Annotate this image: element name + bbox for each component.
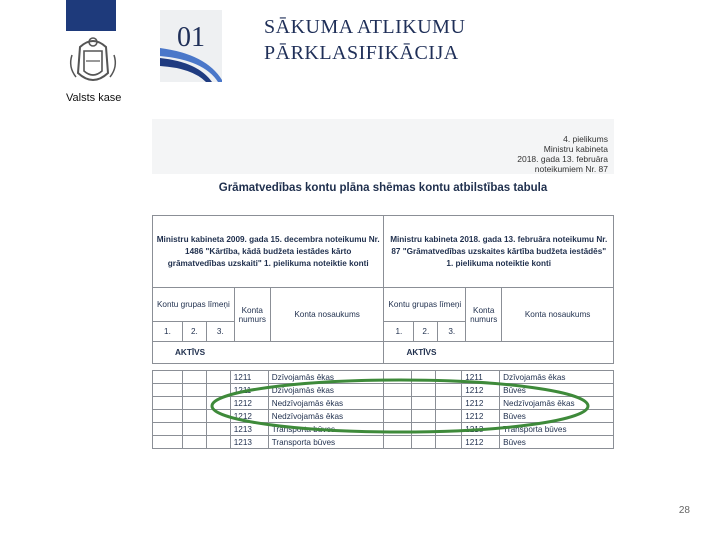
left-account-number: 1213 (230, 436, 268, 449)
left-account-number: 1211 (230, 384, 268, 397)
right-account-number: 1211 (462, 371, 500, 384)
right-account-number: 1212 (462, 397, 500, 410)
right-account-number: 1213 (462, 423, 500, 436)
right-account-name: Būves (500, 410, 614, 423)
left-account-number: 1213 (230, 423, 268, 436)
slide-number: 01 (177, 22, 205, 53)
title-line-1: SĀKUMA ATLIKUMU (264, 16, 466, 38)
left-level-1: 1. (153, 322, 183, 342)
left-account-name: Nedzīvojamās ēkas (268, 397, 384, 410)
left-account-name: Dzīvojamās ēkas (268, 384, 384, 397)
slide-title (264, 14, 465, 66)
left-section-label: AKTĪVS (153, 342, 384, 364)
left-account-number: 1212 (230, 410, 268, 423)
left-account-number: 1212 (230, 397, 268, 410)
right-account-number: 1212 (462, 436, 500, 449)
note-line-2: Ministru kabineta (543, 144, 608, 154)
right-level-2: 2. (414, 322, 438, 342)
logo-bar (66, 0, 116, 31)
right-header: Ministru kabineta 2018. gada 13. februāra noteikumu Nr. 87 "Grāmatvedības uzskaites kārtība budžeta iestādēs" 1. pielikuma noteiktie konti (384, 216, 614, 288)
right-account-name: Būves (500, 436, 614, 449)
left-account-name: Dzīvojamās ēkas (268, 371, 384, 384)
left-level-3: 3. (206, 322, 234, 342)
right-level-1: 1. (384, 322, 414, 342)
right-account-number: 1212 (462, 410, 500, 423)
right-col-group: Kontu grupas līmeņi (384, 288, 466, 322)
right-account-name: Nedzīvojamās ēkas (500, 397, 614, 410)
right-level-3: 3. (438, 322, 466, 342)
left-header: Ministru kabineta 2009. gada 15. decembra noteikumu Nr. 1486 "Kārtība, kādā budžeta iestādes kārto grāmatvedības uzskaiti" 1. pielikuma noteiktie konti (153, 216, 384, 288)
right-account-name: Būves (500, 384, 614, 397)
right-section-label: AKTĪVS (384, 342, 614, 364)
right-account-name: Transporta būves (500, 423, 614, 436)
note-line-1: 4. pielikums (563, 134, 608, 144)
right-col-name: Konta nosaukums (502, 288, 614, 342)
right-col-number: Konta numurs (466, 288, 502, 342)
right-account-name: Dzīvojamās ēkas (500, 371, 614, 384)
left-account-name: Transporta būves (268, 436, 384, 449)
logo-label: Valsts kase (66, 92, 122, 104)
left-col-name: Konta nosaukums (270, 288, 384, 342)
coat-of-arms-icon (64, 33, 122, 89)
note-line-4: noteikumiem Nr. 87 (534, 164, 608, 174)
table-heading: Grāmatvedības kontu plāna shēmas kontu atbilstības tabula (218, 182, 548, 194)
left-col-number: Konta numurs (234, 288, 270, 342)
highlight-ellipse (152, 119, 614, 455)
left-col-group: Kontu grupas līmeņi (153, 288, 235, 322)
title-line-2: PĀRKLASIFIKĀCIJA (264, 42, 459, 64)
page-number: 28 (678, 505, 690, 516)
document-image (152, 119, 614, 455)
left-level-2: 2. (182, 322, 206, 342)
left-account-number: 1211 (230, 371, 268, 384)
note-line-3: 2018. gada 13. februāra (517, 154, 608, 164)
left-account-name: Nedzīvojamās ēkas (268, 410, 384, 423)
right-account-number: 1212 (462, 384, 500, 397)
left-account-name: Transporta būves (268, 423, 384, 436)
